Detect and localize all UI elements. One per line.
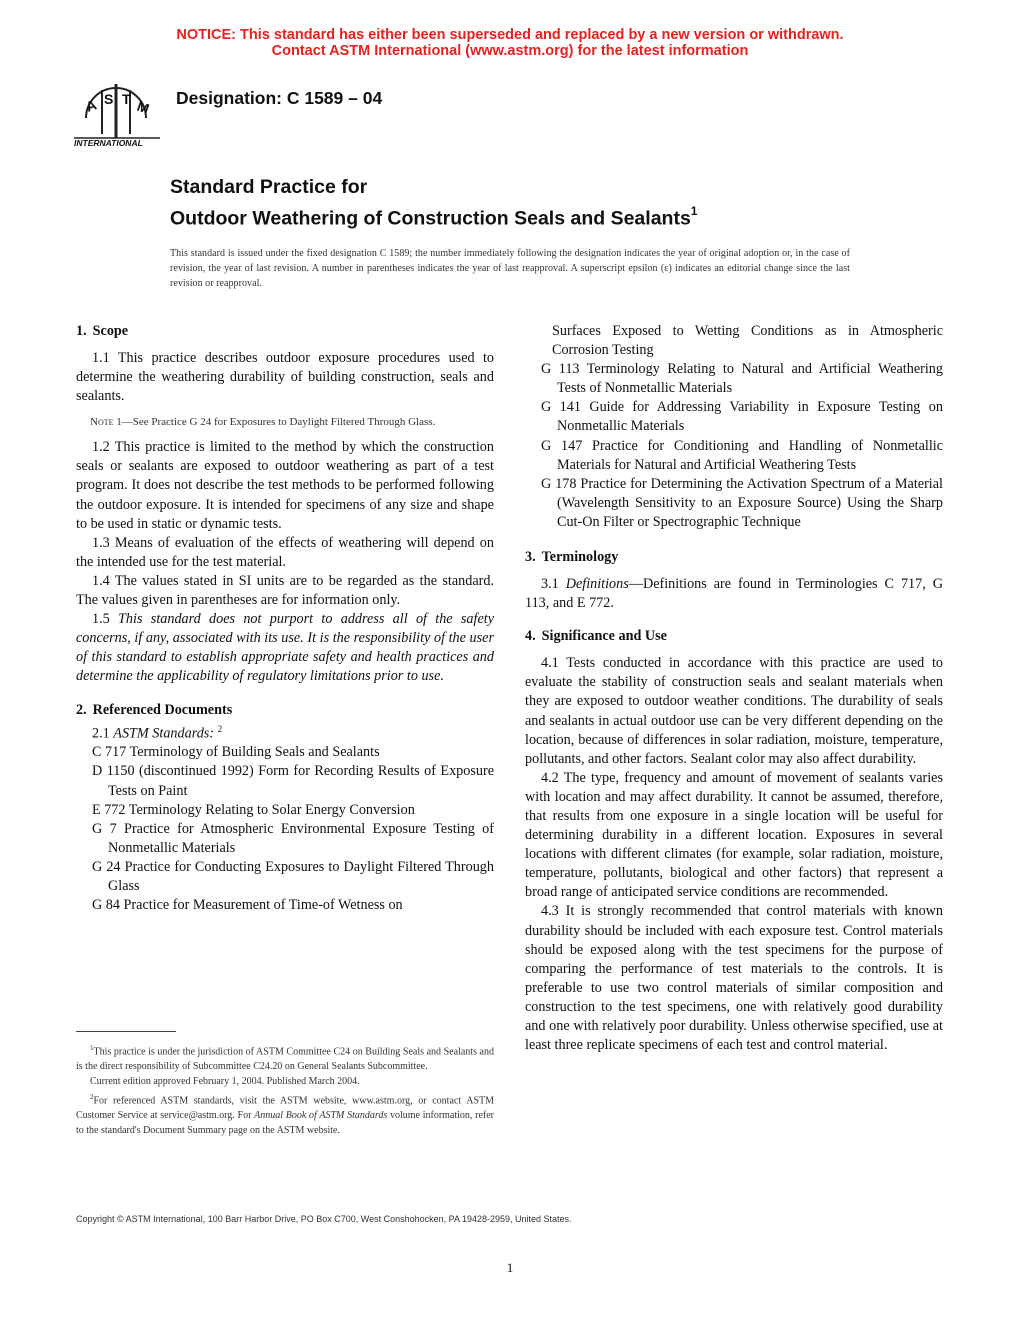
ref-e772: E 772 Terminology Relating to Solar Energy Conversion: [92, 801, 415, 818]
para-3-1: 3.1 Definitions—Definitions are found in Terminologies C 717, G 113, and E 772.: [525, 576, 944, 612]
withdrawal-notice: [0, 27, 1020, 59]
title-line-2: Outdoor Weathering of Construction Seals and Sealants$^1$: [170, 204, 698, 230]
para-4-2: 4.2 The type, frequency and amount of movement of sealants varies with location and may affect durability. It cannot be assumed, therefore, that results from one exposure in a single location will be useful for determining durability in a different location. Exposures in several locations with different climates (for example, solar radiation, moisture, temperature, pollutants, biological and other factors) that represent a broad range of anticipated service conditions are recommended.: [525, 769, 943, 901]
svg-text:T: T: [122, 91, 131, 107]
footnote-rule: [76, 1031, 176, 1032]
notice-line-2: Contact ASTM International (www.astm.org) for the latest information: [271, 43, 749, 59]
para-1-2: 1.2 This practice is limited to the method by which the construction seals or sealants are exposed to outdoor weathering as part of a test program. It does not describe the test methods to be performed following the outdoor exposure. It is intended for specimens of any size and shape to be used in static or dynamic tests.: [76, 439, 494, 532]
para-1-5: 1.5 This standard does not purport to address all of the safety concerns, if any, associated with its use. It is the responsibility of the user of this standard to establish appropriate safety and health practices and determine the applicability of regulatory limitations prior to use.: [76, 611, 494, 685]
para-1-4: 1.4 The values stated in SI units are to be regarded as the standard. The values given in parentheses are for information only.: [76, 572, 494, 609]
footnote-1: $^1$This practice is under the jurisdiction of ASTM Committee C24 on Building Seals and Sealants and is the direct responsibility of Subcommittee C24.20 on General Sealants Subcommittee.: [76, 1044, 494, 1073]
para-4-3: 4.3 It is strongly recommended that control materials with known durability should be included with each exposure test. Control materials should be exposed along with the test specimens for the purpose of comparing the performance of test materials to the controls. It is preferable to use two control materials of similar composition and construction to the test specimens, one with relatively good durability and one with relatively poor durability. Unless otherwise specified, use at least three replicate specimens of each test and control material.: [525, 903, 943, 1054]
title-line-1: Standard Practice for: [170, 176, 368, 198]
para-2-1: 2.1 ASTM Standards: $^2$: [92, 723, 223, 742]
astm-logo: [72, 78, 162, 150]
ref-g84-continued: Surfaces Exposed to Wetting Conditions as in Atmospheric Corrosion Testing: [552, 323, 943, 359]
section-terminology-heading: 3. Terminology: [525, 549, 619, 566]
section-scope-heading: 1. Scope: [76, 323, 129, 339]
para-1-1: 1.1 This practice describes outdoor exposure procedures used to determine the weathering durability of building construction, seals and sealants.: [76, 350, 494, 405]
document-title: [170, 174, 697, 232]
para-1-3: 1.3 Means of evaluation of the effects of weathering will depend on the intended use for the test material.: [76, 534, 494, 570]
ref-g84: G 84 Practice for Measurement of Time-of Wetness on: [92, 897, 403, 914]
ref-g147: G 147 Practice for Conditioning and Handling of Nonmetallic Materials for Natural and Artificial Weathering Tests: [541, 437, 943, 473]
left-column: [76, 322, 494, 915]
note-1: Note 1—See Practice G 24 for Exposures to Daylight Filtered Through Glass.: [90, 416, 436, 429]
footnotes: [76, 1041, 494, 1138]
section-refdocs-heading: 2. Referenced Documents: [76, 701, 233, 718]
section-significance-heading: 4. Significance and Use: [525, 628, 667, 645]
svg-text:M: M: [134, 97, 152, 117]
footnote-2: $^2$For referenced ASTM standards, visit the ASTM website, www.astm.org, or contact ASTM Customer Service at service@astm.org. For Annual Book of ASTM Standards volume information, refer to the standard's Document Summary page on the ASTM website.: [76, 1092, 495, 1136]
right-column: [525, 322, 943, 1055]
ref-g141: G 141 Guide for Addressing Variability in Exposure Testing on Nonmetallic Materials: [541, 399, 943, 435]
title-footnote-mark: 1: [690, 204, 698, 218]
page-number: 1: [506, 1260, 514, 1275]
copyright: Copyright © ASTM International, 100 Barr Harbor Drive, PO Box C700, West Conshohocken, PA 19428-2959, United States.: [76, 1214, 572, 1224]
para-4-1: 4.1 Tests conducted in accordance with this practice are used to evaluate the stability of construction seals and sealant materials when they are exposed to outdoor weather conditions. The durability of seals and sealants in actual outdoor use can be very different depending on the location, because of differences in solar radiation, moisture, temperature, pollutants, and other factors. Sealant color may also affect durability.: [525, 655, 943, 767]
logo-international: INTERNATIONAL: [74, 138, 143, 148]
footnote-1-approval: Current edition approved February 1, 2004. Published March 2004.: [90, 1075, 360, 1087]
ref-g24: G 24 Practice for Conducting Exposures to Daylight Filtered Through Glass: [92, 858, 494, 894]
ref-d1150: D 1150 (discontinued 1992) Form for Recording Results of Exposure Tests on Paint: [92, 763, 494, 799]
designation: Designation: C 1589 – 04: [176, 88, 383, 108]
svg-text:A: A: [83, 96, 99, 115]
ref-g113: G 113 Terminology Relating to Natural and Artificial Weathering Tests of Nonmetallic Materials: [541, 361, 943, 397]
preamble: This standard is issued under the fixed designation C 1589; the number immediately following the designation indicates the year of original adoption or, in the case of revision, the year of last revision. A number in parentheses indicates the year of last reapproval. A superscript epsilon (ε) indicates an editorial change since the last revision or reapproval.: [170, 248, 850, 289]
ref-c717: C 717 Terminology of Building Seals and Sealants: [92, 744, 380, 761]
notice-line-1: NOTICE: This standard has either been superseded and replaced by a new version or withdrawn.: [176, 27, 844, 43]
svg-text:S: S: [104, 91, 114, 107]
ref-g7: G 7 Practice for Atmospheric Environmental Exposure Testing of Nonmetallic Materials: [92, 820, 494, 856]
ref-g178: G 178 Practice for Determining the Activation Spectrum of a Material (Wavelength Sensitivity to an Exposure Source) Using the Sharp Cut-On Filter or Spectrographic Technique: [541, 475, 943, 530]
